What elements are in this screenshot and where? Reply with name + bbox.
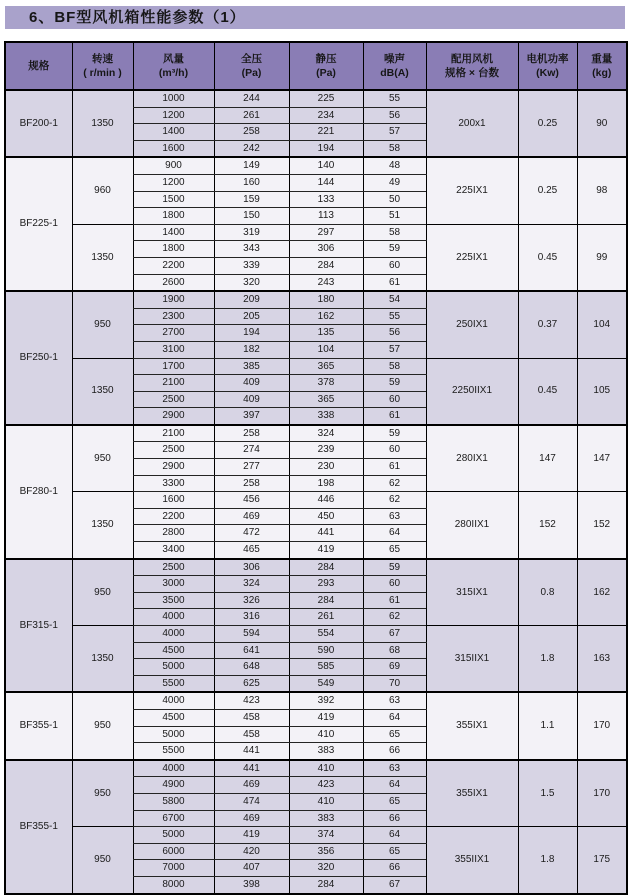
noise-cell: 60 <box>363 391 426 408</box>
airflow-cell: 2300 <box>133 308 214 325</box>
airflow-cell: 6000 <box>133 843 214 860</box>
noise-cell: 57 <box>363 124 426 141</box>
spec-cell: BF225-1 <box>5 157 72 291</box>
static-pressure-cell: 198 <box>289 475 363 492</box>
airflow-cell: 1900 <box>133 291 214 308</box>
speed-cell: 950 <box>72 827 133 894</box>
airflow-cell: 6700 <box>133 810 214 827</box>
fan-spec-cell: 250IX1 <box>426 291 518 358</box>
speed-cell: 950 <box>72 559 133 626</box>
fan-spec-cell: 225IX1 <box>426 224 518 291</box>
motor-power-cell: 1.5 <box>518 760 577 827</box>
total-pressure-cell: 149 <box>214 157 289 174</box>
total-pressure-cell: 244 <box>214 90 289 107</box>
total-pressure-cell: 306 <box>214 559 289 576</box>
static-pressure-cell: 180 <box>289 291 363 308</box>
total-pressure-cell: 594 <box>214 626 289 643</box>
airflow-cell: 1200 <box>133 107 214 124</box>
fan-spec-cell: 315IIX1 <box>426 626 518 693</box>
airflow-cell: 5000 <box>133 726 214 743</box>
table-row <box>5 157 627 174</box>
airflow-cell: 1800 <box>133 241 214 258</box>
col-header-noise: 噪声 dB(A) <box>363 42 426 90</box>
weight-cell: 162 <box>577 559 627 626</box>
noise-cell: 65 <box>363 726 426 743</box>
total-pressure-cell: 209 <box>214 291 289 308</box>
noise-cell: 58 <box>363 224 426 241</box>
airflow-cell: 7000 <box>133 860 214 877</box>
airflow-cell: 1500 <box>133 191 214 208</box>
noise-cell: 58 <box>363 358 426 375</box>
total-pressure-cell: 397 <box>214 408 289 425</box>
speed-cell: 1350 <box>72 90 133 157</box>
airflow-cell: 2600 <box>133 274 214 291</box>
speed-cell: 950 <box>72 291 133 358</box>
airflow-cell: 4500 <box>133 709 214 726</box>
static-pressure-cell: 284 <box>289 257 363 274</box>
static-pressure-cell: 239 <box>289 442 363 459</box>
motor-power-cell: 0.25 <box>518 157 577 224</box>
noise-cell: 59 <box>363 375 426 392</box>
static-pressure-cell: 338 <box>289 408 363 425</box>
static-pressure-cell: 441 <box>289 525 363 542</box>
total-pressure-cell: 261 <box>214 107 289 124</box>
static-pressure-cell: 284 <box>289 559 363 576</box>
airflow-cell: 2200 <box>133 508 214 525</box>
spec-cell: BF355-1 <box>5 760 72 894</box>
static-pressure-cell: 306 <box>289 241 363 258</box>
noise-cell: 61 <box>363 592 426 609</box>
airflow-cell: 1700 <box>133 358 214 375</box>
airflow-cell: 2900 <box>133 459 214 476</box>
table-header <box>5 42 627 90</box>
noise-cell: 69 <box>363 659 426 676</box>
noise-cell: 58 <box>363 140 426 157</box>
static-pressure-cell: 365 <box>289 391 363 408</box>
speed-cell: 1350 <box>72 224 133 291</box>
noise-cell: 59 <box>363 425 426 442</box>
static-pressure-cell: 410 <box>289 726 363 743</box>
fan-spec-cell: 355IX1 <box>426 692 518 759</box>
total-pressure-cell: 398 <box>214 876 289 893</box>
static-pressure-cell: 133 <box>289 191 363 208</box>
static-pressure-cell: 135 <box>289 325 363 342</box>
noise-cell: 62 <box>363 475 426 492</box>
airflow-cell: 1200 <box>133 174 214 191</box>
airflow-cell: 5800 <box>133 793 214 810</box>
weight-cell: 104 <box>577 291 627 358</box>
table-row <box>5 626 627 643</box>
airflow-cell: 1000 <box>133 90 214 107</box>
total-pressure-cell: 423 <box>214 692 289 709</box>
static-pressure-cell: 410 <box>289 760 363 777</box>
airflow-cell: 2900 <box>133 408 214 425</box>
airflow-cell: 2100 <box>133 375 214 392</box>
noise-cell: 61 <box>363 459 426 476</box>
fan-spec-cell: 355IX1 <box>426 760 518 827</box>
motor-power-cell: 152 <box>518 492 577 559</box>
static-pressure-cell: 356 <box>289 843 363 860</box>
total-pressure-cell: 159 <box>214 191 289 208</box>
noise-cell: 64 <box>363 709 426 726</box>
total-pressure-cell: 258 <box>214 425 289 442</box>
speed-cell: 950 <box>72 692 133 759</box>
total-pressure-cell: 242 <box>214 140 289 157</box>
noise-cell: 66 <box>363 810 426 827</box>
table-row <box>5 827 627 844</box>
col-header-total-pressure: 全压 (Pa) <box>214 42 289 90</box>
airflow-cell: 3100 <box>133 341 214 358</box>
total-pressure-cell: 407 <box>214 860 289 877</box>
weight-cell: 147 <box>577 425 627 492</box>
noise-cell: 51 <box>363 208 426 225</box>
airflow-cell: 4000 <box>133 609 214 626</box>
noise-cell: 61 <box>363 408 426 425</box>
airflow-cell: 3400 <box>133 542 214 559</box>
static-pressure-cell: 554 <box>289 626 363 643</box>
spec-cell: BF200-1 <box>5 90 72 157</box>
airflow-cell: 4000 <box>133 626 214 643</box>
noise-cell: 60 <box>363 576 426 593</box>
weight-cell: 98 <box>577 157 627 224</box>
total-pressure-cell: 324 <box>214 576 289 593</box>
airflow-cell: 5000 <box>133 827 214 844</box>
motor-power-cell: 0.8 <box>518 559 577 626</box>
noise-cell: 65 <box>363 793 426 810</box>
total-pressure-cell: 469 <box>214 508 289 525</box>
noise-cell: 66 <box>363 743 426 760</box>
total-pressure-cell: 385 <box>214 358 289 375</box>
weight-cell: 152 <box>577 492 627 559</box>
static-pressure-cell: 140 <box>289 157 363 174</box>
airflow-cell: 2500 <box>133 559 214 576</box>
motor-power-cell: 1.8 <box>518 626 577 693</box>
table-row <box>5 291 627 308</box>
noise-cell: 65 <box>363 843 426 860</box>
motor-power-cell: 1.8 <box>518 827 577 894</box>
airflow-cell: 2500 <box>133 391 214 408</box>
airflow-cell: 1400 <box>133 124 214 141</box>
col-header-fan-model: 配用风机 规格 × 台数 <box>426 42 518 90</box>
noise-cell: 56 <box>363 107 426 124</box>
static-pressure-cell: 590 <box>289 642 363 659</box>
total-pressure-cell: 205 <box>214 308 289 325</box>
page-title: 6、BF型风机箱性能参数（1） <box>5 6 625 29</box>
total-pressure-cell: 456 <box>214 492 289 509</box>
motor-power-cell: 0.37 <box>518 291 577 358</box>
static-pressure-cell: 549 <box>289 675 363 692</box>
noise-cell: 62 <box>363 609 426 626</box>
col-header-motor-power: 电机功率 (Kw) <box>518 42 577 90</box>
total-pressure-cell: 469 <box>214 810 289 827</box>
noise-cell: 61 <box>363 274 426 291</box>
total-pressure-cell: 472 <box>214 525 289 542</box>
speed-cell: 950 <box>72 425 133 492</box>
total-pressure-cell: 326 <box>214 592 289 609</box>
total-pressure-cell: 343 <box>214 241 289 258</box>
noise-cell: 70 <box>363 675 426 692</box>
col-header-spec: 规格 <box>5 42 72 90</box>
total-pressure-cell: 339 <box>214 257 289 274</box>
airflow-cell: 5500 <box>133 675 214 692</box>
weight-cell: 105 <box>577 358 627 425</box>
static-pressure-cell: 297 <box>289 224 363 241</box>
fan-spec-cell: 200x1 <box>426 90 518 157</box>
total-pressure-cell: 316 <box>214 609 289 626</box>
static-pressure-cell: 230 <box>289 459 363 476</box>
fan-spec-cell: 355IIX1 <box>426 827 518 894</box>
static-pressure-cell: 293 <box>289 576 363 593</box>
static-pressure-cell: 234 <box>289 107 363 124</box>
static-pressure-cell: 383 <box>289 810 363 827</box>
speed-cell: 950 <box>72 760 133 827</box>
noise-cell: 55 <box>363 90 426 107</box>
airflow-cell: 8000 <box>133 876 214 893</box>
noise-cell: 49 <box>363 174 426 191</box>
table-row <box>5 692 627 709</box>
fan-spec-cell: 280IX1 <box>426 425 518 492</box>
static-pressure-cell: 446 <box>289 492 363 509</box>
airflow-cell: 5500 <box>133 743 214 760</box>
motor-power-cell: 147 <box>518 425 577 492</box>
table-row <box>5 90 627 107</box>
col-header-weight: 重量 (kg) <box>577 42 627 90</box>
col-header-speed: 转速 ( r/min ) <box>72 42 133 90</box>
col-header-airflow: 风量 (m³/h) <box>133 42 214 90</box>
static-pressure-cell: 365 <box>289 358 363 375</box>
noise-cell: 66 <box>363 860 426 877</box>
airflow-cell: 4500 <box>133 642 214 659</box>
airflow-cell: 2500 <box>133 442 214 459</box>
airflow-cell: 3000 <box>133 576 214 593</box>
airflow-cell: 4000 <box>133 760 214 777</box>
static-pressure-cell: 113 <box>289 208 363 225</box>
airflow-cell: 1400 <box>133 224 214 241</box>
noise-cell: 67 <box>363 626 426 643</box>
static-pressure-cell: 383 <box>289 743 363 760</box>
static-pressure-cell: 221 <box>289 124 363 141</box>
noise-cell: 65 <box>363 542 426 559</box>
speed-cell: 960 <box>72 157 133 224</box>
noise-cell: 67 <box>363 876 426 893</box>
total-pressure-cell: 441 <box>214 760 289 777</box>
noise-cell: 64 <box>363 525 426 542</box>
speed-cell: 1350 <box>72 358 133 425</box>
weight-cell: 99 <box>577 224 627 291</box>
airflow-cell: 4000 <box>133 692 214 709</box>
static-pressure-cell: 243 <box>289 274 363 291</box>
noise-cell: 60 <box>363 257 426 274</box>
airflow-cell: 1600 <box>133 140 214 157</box>
static-pressure-cell: 324 <box>289 425 363 442</box>
static-pressure-cell: 378 <box>289 375 363 392</box>
total-pressure-cell: 320 <box>214 274 289 291</box>
motor-power-cell: 0.45 <box>518 358 577 425</box>
static-pressure-cell: 419 <box>289 709 363 726</box>
total-pressure-cell: 458 <box>214 726 289 743</box>
noise-cell: 57 <box>363 341 426 358</box>
airflow-cell: 2800 <box>133 525 214 542</box>
fan-spec-cell: 2250IIX1 <box>426 358 518 425</box>
airflow-cell: 3300 <box>133 475 214 492</box>
total-pressure-cell: 319 <box>214 224 289 241</box>
airflow-cell: 900 <box>133 157 214 174</box>
noise-cell: 59 <box>363 241 426 258</box>
static-pressure-cell: 423 <box>289 777 363 794</box>
airflow-cell: 1800 <box>133 208 214 225</box>
total-pressure-cell: 258 <box>214 124 289 141</box>
static-pressure-cell: 284 <box>289 592 363 609</box>
fan-performance-table <box>4 41 628 895</box>
noise-cell: 63 <box>363 508 426 525</box>
spec-cell: BF250-1 <box>5 291 72 425</box>
motor-power-cell: 1.1 <box>518 692 577 759</box>
table-row <box>5 760 627 777</box>
motor-power-cell: 0.45 <box>518 224 577 291</box>
total-pressure-cell: 474 <box>214 793 289 810</box>
noise-cell: 64 <box>363 827 426 844</box>
airflow-cell: 2100 <box>133 425 214 442</box>
static-pressure-cell: 104 <box>289 341 363 358</box>
motor-power-cell: 0.25 <box>518 90 577 157</box>
fan-spec-cell: 280IIX1 <box>426 492 518 559</box>
static-pressure-cell: 374 <box>289 827 363 844</box>
spec-cell: BF315-1 <box>5 559 72 693</box>
static-pressure-cell: 144 <box>289 174 363 191</box>
total-pressure-cell: 641 <box>214 642 289 659</box>
noise-cell: 62 <box>363 492 426 509</box>
speed-cell: 1350 <box>72 626 133 693</box>
total-pressure-cell: 469 <box>214 777 289 794</box>
noise-cell: 59 <box>363 559 426 576</box>
airflow-cell: 4900 <box>133 777 214 794</box>
noise-cell: 60 <box>363 442 426 459</box>
total-pressure-cell: 409 <box>214 391 289 408</box>
total-pressure-cell: 409 <box>214 375 289 392</box>
table-row <box>5 492 627 509</box>
static-pressure-cell: 194 <box>289 140 363 157</box>
table-row <box>5 358 627 375</box>
weight-cell: 90 <box>577 90 627 157</box>
airflow-cell: 2200 <box>133 257 214 274</box>
total-pressure-cell: 625 <box>214 675 289 692</box>
total-pressure-cell: 441 <box>214 743 289 760</box>
noise-cell: 55 <box>363 308 426 325</box>
static-pressure-cell: 284 <box>289 876 363 893</box>
total-pressure-cell: 150 <box>214 208 289 225</box>
static-pressure-cell: 261 <box>289 609 363 626</box>
total-pressure-cell: 465 <box>214 542 289 559</box>
noise-cell: 64 <box>363 777 426 794</box>
fan-spec-cell: 315IX1 <box>426 559 518 626</box>
noise-cell: 68 <box>363 642 426 659</box>
total-pressure-cell: 160 <box>214 174 289 191</box>
fan-spec-cell: 225IX1 <box>426 157 518 224</box>
spec-cell: BF355-1 <box>5 692 72 759</box>
total-pressure-cell: 420 <box>214 843 289 860</box>
noise-cell: 56 <box>363 325 426 342</box>
table-body <box>5 90 627 894</box>
noise-cell: 54 <box>363 291 426 308</box>
noise-cell: 63 <box>363 760 426 777</box>
spec-cell: BF280-1 <box>5 425 72 559</box>
weight-cell: 170 <box>577 760 627 827</box>
total-pressure-cell: 258 <box>214 475 289 492</box>
table-row <box>5 224 627 241</box>
col-header-static-pressure: 静压 (Pa) <box>289 42 363 90</box>
static-pressure-cell: 419 <box>289 542 363 559</box>
static-pressure-cell: 392 <box>289 692 363 709</box>
static-pressure-cell: 450 <box>289 508 363 525</box>
airflow-cell: 1600 <box>133 492 214 509</box>
speed-cell: 1350 <box>72 492 133 559</box>
weight-cell: 163 <box>577 626 627 693</box>
total-pressure-cell: 648 <box>214 659 289 676</box>
total-pressure-cell: 458 <box>214 709 289 726</box>
total-pressure-cell: 419 <box>214 827 289 844</box>
total-pressure-cell: 277 <box>214 459 289 476</box>
total-pressure-cell: 182 <box>214 341 289 358</box>
noise-cell: 50 <box>363 191 426 208</box>
static-pressure-cell: 162 <box>289 308 363 325</box>
airflow-cell: 2700 <box>133 325 214 342</box>
weight-cell: 170 <box>577 692 627 759</box>
noise-cell: 63 <box>363 692 426 709</box>
static-pressure-cell: 410 <box>289 793 363 810</box>
static-pressure-cell: 585 <box>289 659 363 676</box>
airflow-cell: 5000 <box>133 659 214 676</box>
noise-cell: 48 <box>363 157 426 174</box>
static-pressure-cell: 225 <box>289 90 363 107</box>
airflow-cell: 3500 <box>133 592 214 609</box>
table-row <box>5 425 627 442</box>
weight-cell: 175 <box>577 827 627 894</box>
static-pressure-cell: 320 <box>289 860 363 877</box>
total-pressure-cell: 194 <box>214 325 289 342</box>
total-pressure-cell: 274 <box>214 442 289 459</box>
table-row <box>5 559 627 576</box>
